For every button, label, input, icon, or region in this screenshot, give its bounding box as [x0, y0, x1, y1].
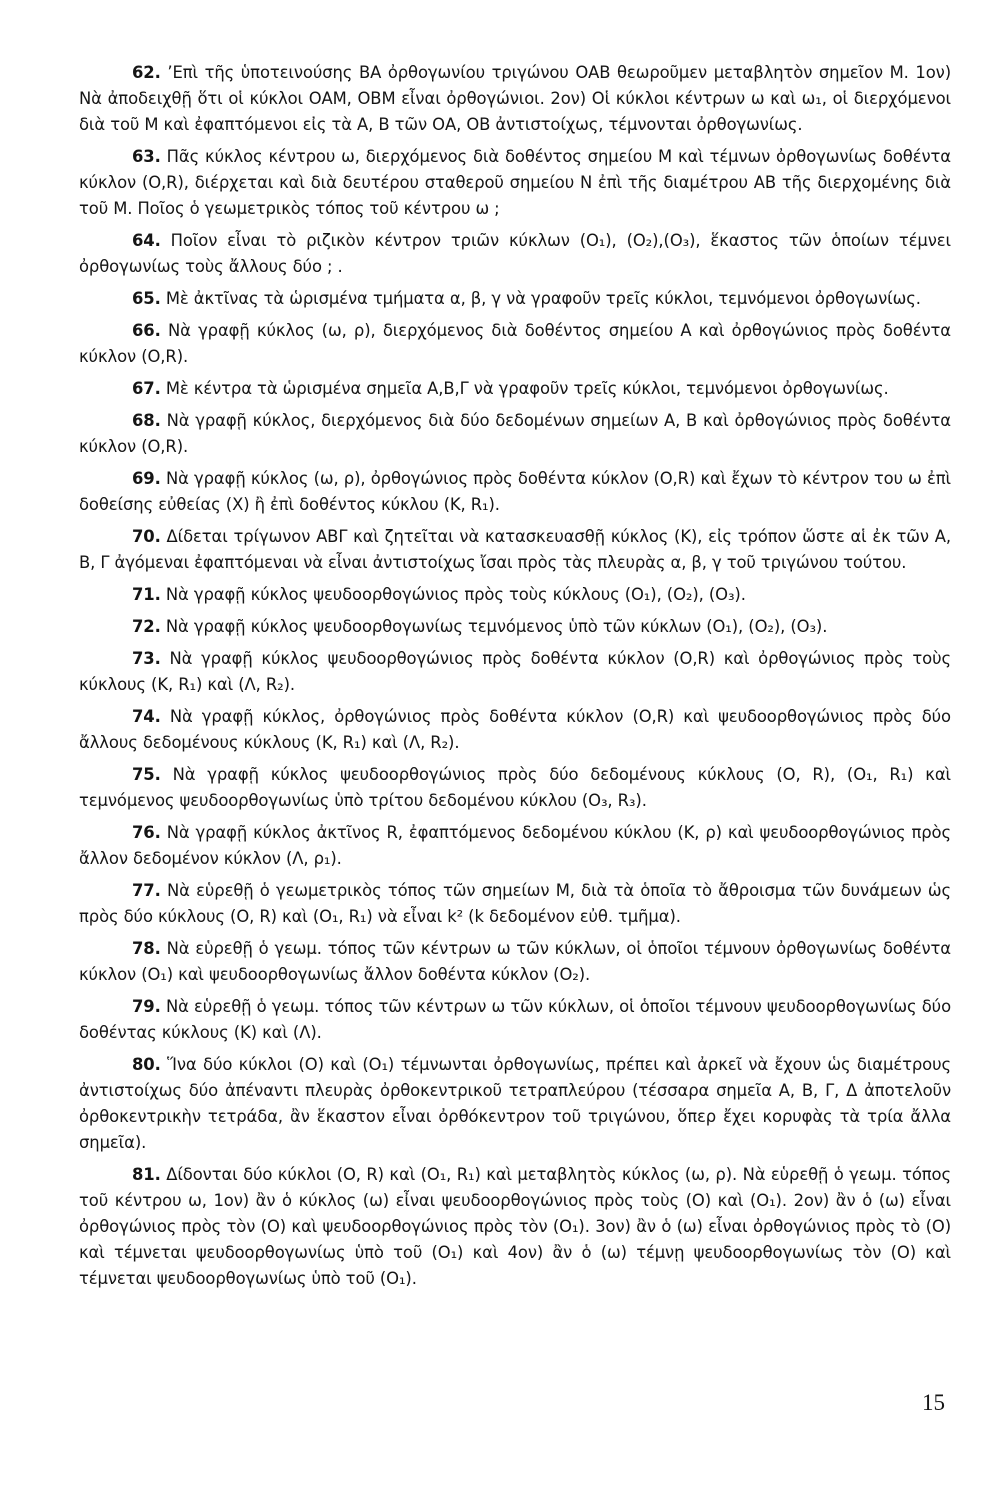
exercise-number: 77.: [132, 881, 161, 900]
exercise-63: [79, 144, 951, 222]
exercise-67: [79, 376, 951, 402]
exercise-text: Ποῖον εἶναι τὸ ριζικὸν κέντρον τριῶν κύκλων (Ο₁), (Ο₂),(Ο₃), ἕκαστος τῶν ὁποίων τέμνει ὀρθογωνίως τοὺς ἄλλους δύο ; .: [79, 231, 951, 276]
exercise-text: Ἵνα δύο κύκλοι (Ο) καὶ (Ο₁) τέμνωνται ὀρθογωνίως, πρέπει καὶ ἀρκεῖ νὰ ἔχουν ὡς διαμέτρους ἀντιστοίχως δύο ἀπέναντι πλευρὰς ὀρθοκεντρικοῦ τετραπλεύρου (τέσσαρα σημεῖα Α, Β, Γ, Δ ἀποτελοῦν ὀρθοκεντρικὴν τετράδα, ἂν ἕκαστον εἶναι ὀρθόκεντρον τοῦ τριγώνου, ὅπερ ἔχει κορυφὰς τὰ τρία ἄλλα σημεῖα).: [79, 1055, 951, 1152]
exercise-78: [79, 936, 951, 988]
exercise-number: 76.: [132, 823, 161, 842]
exercise-number: 71.: [132, 585, 161, 604]
exercise-66: [79, 318, 951, 370]
exercise-number: 68.: [132, 411, 161, 430]
exercise-number: 78.: [132, 939, 161, 958]
exercise-text: Νὰ γραφῇ κύκλος ψευδοορθογωνίως τεμνόμενος ὑπὸ τῶν κύκλων (Ο₁), (Ο₂), (Ο₃).: [165, 617, 828, 636]
exercise-text: Μὲ κέντρα τὰ ὡρισμένα σημεῖα Α,Β,Γ νὰ γραφοῦν τρεῖς κύκλοι, τεμνόμενοι ὀρθογωνίως.: [165, 379, 889, 398]
exercise-65: [79, 286, 951, 312]
exercise-number: 64.: [132, 231, 161, 250]
exercise-70: [79, 524, 951, 576]
page-body: [79, 60, 951, 1298]
exercise-number: 63.: [132, 147, 161, 166]
exercise-62: [79, 60, 951, 138]
exercise-77: [79, 878, 951, 930]
exercise-number: 72.: [132, 617, 161, 636]
exercise-81: [79, 1162, 951, 1292]
exercise-text: Πᾶς κύκλος κέντρου ω, διερχόμενος διὰ δοθέντος σημείου Μ καὶ τέμνων ὀρθογωνίως δοθέντα κύκλον (Ο,R), διέρχεται καὶ διὰ δευτέρου σταθεροῦ σημείου Ν ἐπὶ τῆς διαμέτρου ΑΒ τῆς διερχομένης διὰ τοῦ Μ. Ποῖος ὁ γεωμετρικὸς τόπος τοῦ κέντρου ω ;: [79, 147, 951, 218]
exercise-76: [79, 820, 951, 872]
exercise-number: 73.: [132, 649, 161, 668]
exercise-text: Νὰ γραφῇ κύκλος (ω, ρ), διερχόμενος διὰ δοθέντος σημείου Α καὶ ὀρθογώνιος πρὸς δοθέντα κύκλον (Ο,R).: [79, 321, 951, 366]
exercise-number: 81.: [132, 1165, 161, 1184]
exercise-text: Νὰ γραφῇ κύκλος, ὀρθογώνιος πρὸς δοθέντα κύκλον (Ο,R) καὶ ψευδοορθογώνιος πρὸς δύο ἄλλους δεδομένους κύκλους (Κ, R₁) καὶ (Λ, R₂).: [79, 707, 951, 752]
exercise-text: Νὰ εὑρεθῇ ὁ γεωμ. τόπος τῶν κέντρων ω τῶν κύκλων, οἱ ὁποῖοι τέμνουν ψευδοορθογωνίως δύο δοθέντας κύκλους (Κ) καὶ (Λ).: [79, 997, 951, 1042]
exercise-number: 65.: [132, 289, 161, 308]
exercise-text: Δίδεται τρίγωνον ΑΒΓ καὶ ζητεῖται νὰ κατασκευασθῇ κύκλος (Κ), εἰς τρόπον ὥστε αἱ ἐκ τῶν Α, Β, Γ ἀγόμεναι ἐφαπτόμεναι νὰ εἶναι ἀντιστοίχως ἴσαι πρὸς τὰς πλευρὰς α, β, γ τοῦ τριγώνου τούτου.: [79, 527, 951, 572]
exercise-number: 62.: [132, 63, 161, 82]
exercise-number: 74.: [132, 707, 161, 726]
exercise-text: Νὰ γραφῇ κύκλος (ω, ρ), ὀρθογώνιος πρὸς δοθέντα κύκλον (Ο,R) καὶ ἔχων τὸ κέντρον του ω ἐπὶ δοθείσης εὐθείας (Χ) ἢ ἐπὶ δοθέντος κύκλου (Κ, R₁).: [79, 469, 951, 514]
exercise-text: Νὰ γραφῇ κύκλος ψευδοορθογώνιος πρὸς δύο δεδομένους κύκλους (Ο, R), (Ο₁, R₁) καὶ τεμνόμενος ψευδοορθογωνίως ὑπὸ τρίτου δεδομένου κύκλου (Ο₃, R₃).: [79, 765, 951, 810]
exercise-80: [79, 1052, 951, 1156]
exercise-number: 75.: [132, 765, 161, 784]
exercise-number: 80.: [132, 1055, 161, 1074]
exercise-71: [79, 582, 951, 608]
exercise-text: Νὰ γραφῇ κύκλος ψευδοορθογώνιος πρὸς τοὺς κύκλους (Ο₁), (Ο₂), (Ο₃).: [165, 585, 746, 604]
exercise-79: [79, 994, 951, 1046]
exercise-number: 79.: [132, 997, 161, 1016]
exercise-64: [79, 228, 951, 280]
exercise-number: 70.: [132, 527, 161, 546]
exercise-68: [79, 408, 951, 460]
exercise-72: [79, 614, 951, 640]
exercise-text: Νὰ εὑρεθῇ ὁ γεωμετρικὸς τόπος τῶν σημείων Μ, διὰ τὰ ὁποῖα τὸ ἄθροισμα τῶν δυνάμεων ὡς πρὸς δύο κύκλους (Ο, R) καὶ (Ο₁, R₁) νὰ εἶναι k² (k δεδομένον εὐθ. τμῆμα).: [79, 881, 951, 926]
exercise-text: Νὰ γραφῇ κύκλος, διερχόμενος διὰ δύο δεδομένων σημείων Α, Β καὶ ὀρθογώνιος πρὸς δοθέντα κύκλον (Ο,R).: [79, 411, 951, 456]
exercise-74: [79, 704, 951, 756]
exercise-text: Νὰ γραφῇ κύκλος ψευδοορθογώνιος πρὸς δοθέντα κύκλον (Ο,R) καὶ ὀρθογώνιος πρὸς τοὺς κύκλους (Κ, R₁) καὶ (Λ, R₂).: [79, 649, 951, 694]
exercise-text: ’Επὶ τῆς ὑποτεινούσης ΒΑ ὀρθογωνίου τριγώνου ΟΑΒ θεωροῦμεν μεταβλητὸν σημεῖον Μ. 1ον) Νὰ ἀποδειχθῇ ὅτι οἱ κύκλοι ΟΑΜ, ΟΒΜ εἶναι ὀρθογώνιοι. 2ον) Οἱ κύκλοι κέντρων ω καὶ ω₁, οἱ διερχόμενοι διὰ τοῦ Μ καὶ ἐφαπτόμενοι εἰς τὰ Α, Β τῶν ΟΑ, ΟΒ ἀντιστοίχως, τέμνονται ὀρθογωνίως.: [79, 63, 951, 134]
exercise-73: [79, 646, 951, 698]
exercise-text: Μὲ ἀκτῖνας τὰ ὡρισμένα τμήματα α, β, γ νὰ γραφοῦν τρεῖς κύκλοι, τεμνόμενοι ὀρθογωνίως.: [165, 289, 921, 308]
exercise-text: Νὰ εὑρεθῇ ὁ γεωμ. τόπος τῶν κέντρων ω τῶν κύκλων, οἱ ὁποῖοι τέμνουν ὀρθογωνίως δοθέντα κύκλον (Ο₁) καὶ ψευδοορθογωνίως ἄλλον δοθέντα κύκλον (Ο₂).: [79, 939, 951, 984]
page-number: 15: [922, 1390, 945, 1415]
exercise-75: [79, 762, 951, 814]
exercise-number: 66.: [132, 321, 161, 340]
exercise-69: [79, 466, 951, 518]
exercise-number: 67.: [132, 379, 161, 398]
exercise-number: 69.: [132, 469, 161, 488]
exercise-text: Δίδονται δύο κύκλοι (Ο, R) καὶ (Ο₁, R₁) καὶ μεταβλητὸς κύκλος (ω, ρ). Νὰ εὑρεθῇ ὁ γεωμ. τόπος τοῦ κέντρου ω, 1ον) ἂν ὁ κύκλος (ω) εἶναι ψευδοορθογώνιος πρὸς τοὺς (Ο) καὶ (Ο₁). 2ον) ἂν ὁ (ω) εἶναι ὀρθογώνιος πρὸς τὸν (Ο) καὶ ψευδοορθογώνιος πρὸς τὸν (Ο₁). 3ον) ἂν ὁ (ω) εἶναι ὀρθογώνιος πρὸς τὸ (Ο) καὶ τέμνεται ψευδοορθογωνίως ὑπὸ τοῦ (Ο₁) καὶ 4ον) ἂν ὁ (ω) τέμνῃ ψευδοορθογωνίως τὸν (Ο) καὶ τέμνεται ψευδοορθογωνίως ὑπὸ τοῦ (Ο₁).: [79, 1165, 951, 1288]
exercise-text: Νὰ γραφῇ κύκλος ἀκτῖνος R, ἐφαπτόμενος δεδομένου κύκλου (Κ, ρ) καὶ ψευδοορθογώνιος πρὸς ἄλλον δεδομένον κύκλον (Λ, ρ₁).: [79, 823, 951, 868]
